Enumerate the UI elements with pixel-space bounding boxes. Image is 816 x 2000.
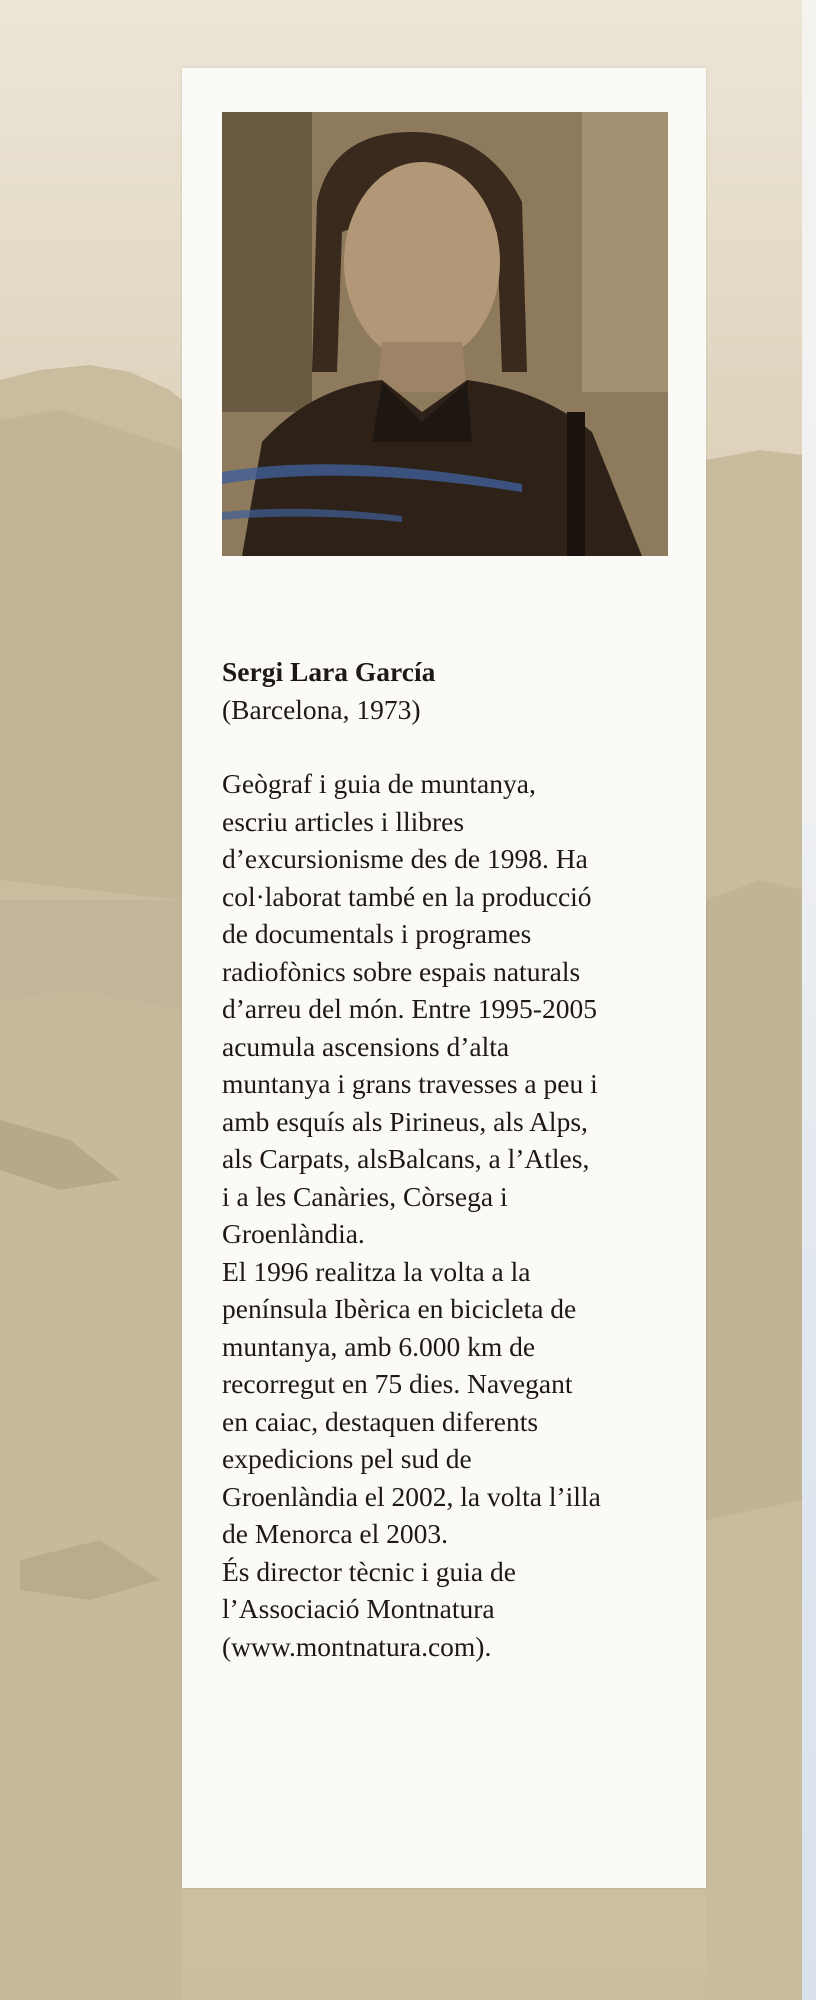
- rock-texture-upper: [0, 410, 182, 900]
- bio-line: acumula ascensions d’alta: [222, 1030, 510, 1062]
- photo-trees-left: [222, 112, 312, 412]
- bio-line: d’arreu del món. Entre 1995-2005: [222, 993, 597, 1024]
- photo-trees-right: [582, 112, 668, 392]
- bio-line: El 1996 realitza la volta a la: [222, 1255, 531, 1287]
- bio-line: l’Associació Montnatura: [222, 1593, 495, 1624]
- bio-line: escriu articles i llibres: [222, 805, 465, 837]
- bio-line: col·laborat també en la producció: [222, 880, 592, 912]
- bio-line: de documentals i programes: [222, 918, 532, 949]
- author-birth: (Barcelona, 1973): [222, 693, 421, 725]
- bio-line: recorregut en 75 dies. Navegant: [222, 1368, 573, 1399]
- bio-line: Geògraf i guia de muntanya,: [222, 768, 536, 799]
- bio-line: península Ibèrica en bicicleta de: [222, 1293, 577, 1324]
- bio-line: d’excursionisme des de 1998. Ha: [222, 843, 588, 874]
- bio-line: de Menorca el 2003.: [222, 1518, 449, 1549]
- bio-line: amb esquís als Pirineus, als Alps,: [222, 1105, 588, 1137]
- bio-line: radiofònics sobre espais naturals: [222, 955, 581, 987]
- bio-line: i a les Canàries, Còrsega i: [222, 1180, 508, 1212]
- bio-line: muntanya, amb 6.000 km de: [222, 1330, 536, 1362]
- bio-line: muntanya i grans travesses a peu i: [222, 1068, 598, 1099]
- bio-line: expedicions pel sud de: [222, 1443, 472, 1474]
- bio-line: als Carpats, alsBalcans, a l’Atles,: [222, 1143, 590, 1174]
- backpack-strap: [567, 412, 585, 556]
- bio-card: [182, 68, 706, 1888]
- paragraph-gap: [222, 728, 682, 765]
- rock-texture-right: [706, 880, 802, 1520]
- bio-line: en caiac, destaquen diferents: [222, 1405, 539, 1437]
- bio-line: Groenlàndia el 2002, la volta l’illa: [222, 1480, 601, 1512]
- bio-line: (www.montnatura.com).: [222, 1630, 492, 1662]
- author-name: Sergi Lara García: [222, 656, 436, 687]
- bio-line: És director tècnic i guia de: [222, 1555, 516, 1587]
- page-edge-strip: [802, 0, 816, 2000]
- bio-text: [222, 653, 682, 1665]
- face-shape: [344, 162, 500, 362]
- bio-line: Groenlàndia.: [222, 1218, 365, 1249]
- neck-shape: [377, 342, 467, 392]
- author-portrait-photo: [222, 112, 668, 556]
